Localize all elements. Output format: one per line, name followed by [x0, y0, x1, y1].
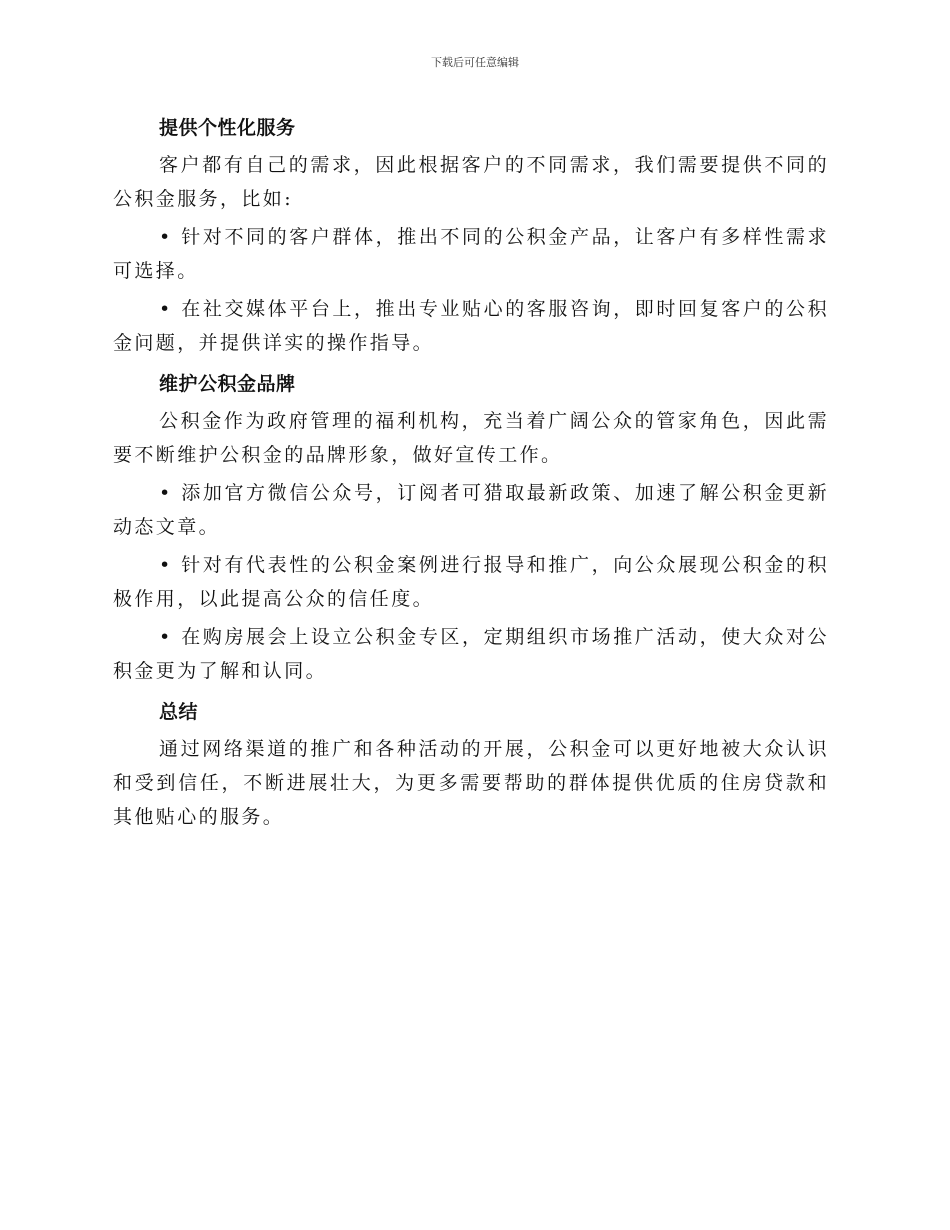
bullet-paragraph: • 添加官方微信公众号，订阅者可猎取最新政策、加速了解公积金更新动态文章。 — [113, 482, 829, 538]
paragraph: 客户都有自己的需求，因此根据客户的不同需求，我们需要提供不同的公积金服务，比如: — [113, 154, 829, 210]
section-summary — [113, 692, 829, 834]
bullet-paragraph: • 在社交媒体平台上，推出专业贴心的客服咨询，即时回复客户的公积金问题，并提供详实的操作指导。 — [113, 298, 829, 354]
document-body — [113, 108, 829, 838]
bullet-paragraph: • 针对有代表性的公积金案例进行报导和推广，向公众展现公积金的积极作用，以此提高公众的信任度。 — [113, 554, 829, 610]
section-heading: 总结 — [159, 701, 199, 723]
section-brand-maintenance — [113, 364, 829, 688]
paragraph: 公积金作为政府管理的福利机构，充当着广阔公众的管家角色，因此需要不断维护公积金的品牌形象，做好宣传工作。 — [113, 410, 829, 466]
paragraph: 通过网络渠道的推广和各种活动的开展，公积金可以更好地被大众认识和受到信任，不断进展壮大，为更多需要帮助的群体提供优质的住房贷款和其他贴心的服务。 — [113, 738, 829, 828]
bullet-paragraph: • 在购房展会上设立公积金专区，定期组织市场推广活动，使大众对公积金更为了解和认同。 — [113, 626, 829, 682]
section-heading: 维护公积金品牌 — [159, 373, 296, 395]
section-personalized-service — [113, 108, 829, 360]
page-header: 下载后可任意编辑 — [431, 56, 519, 69]
section-heading: 提供个性化服务 — [159, 117, 296, 139]
bullet-paragraph: • 针对不同的客户群体，推出不同的公积金产品，让客户有多样性需求可选择。 — [113, 226, 829, 282]
